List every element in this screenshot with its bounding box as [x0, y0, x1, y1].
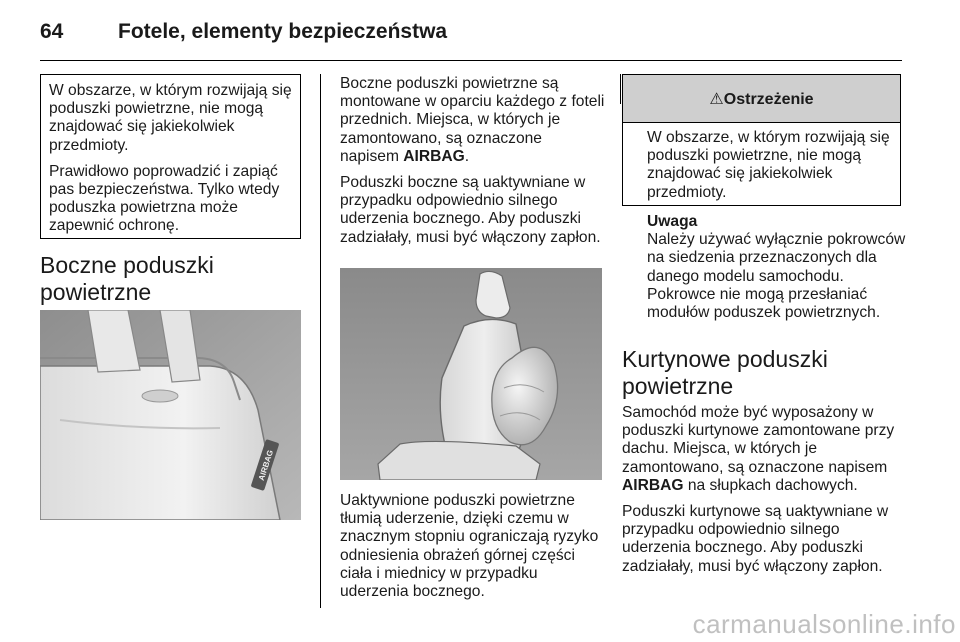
warning-header: [623, 75, 900, 123]
notice-box: [40, 74, 301, 239]
warning-title: Ostrzeżenie: [723, 91, 814, 108]
page-title: Fotele, elementy bezpieczeństwa: [118, 20, 448, 43]
curtain-airbags-heading-line1: Kurtynowe poduszki: [622, 346, 828, 372]
side-airbag-location-end: .: [464, 147, 470, 165]
side-airbag-effect-paragraph: Uaktywnione poduszki powietrzne tłumią uderzenie, dzięki czemu w znacznym stopniu ograniczają ryzyko odniesienia obrażeń górnej części ciała i miednicy w przypadku uderzenia bocznego.: [340, 492, 599, 601]
warning-icon: ⚠: [709, 89, 724, 108]
notice-paragraph-2: Prawidłowo poprowadzić i zapiąć pas bezpieczeństwa. Tylko wtedy poduszka powietrzna może zapewnić ochronę.: [49, 162, 280, 235]
note-block: [647, 213, 907, 322]
warning-text: W obszarze, w którym rozwijają się poduszki powietrzne, nie mogą znajdować się jakiekolwiek przedmioty.: [647, 129, 890, 201]
page-number: 64: [40, 20, 64, 43]
warning-box: [622, 74, 901, 206]
curtain-airbag-location-paragraph: [622, 404, 904, 495]
column-divider-left: [320, 74, 321, 608]
curtain-airbag-location-end: na słupkach dachowych.: [683, 476, 858, 494]
seat-backrest-illustration: [40, 310, 301, 520]
note-title: Uwaga: [647, 213, 698, 230]
side-airbags-heading: [40, 252, 302, 306]
column-divider-right: [620, 74, 621, 104]
side-airbags-heading-line1: Boczne poduszki: [40, 252, 214, 278]
seat-side-airbag-label-image: [40, 310, 301, 520]
deployed-airbag-illustration: [340, 268, 602, 480]
deployed-side-airbag-image: [340, 268, 602, 480]
page-header: [40, 20, 902, 60]
column-2-text: [340, 75, 605, 247]
curtain-airbags-heading: [622, 346, 907, 400]
curtain-airbag-activation-paragraph: Poduszki kurtynowe są uaktywniane w przypadku odpowiednio silnego uderzenia bocznego. Aby poduszki zadziałały, musi być włączony zapłon.: [622, 503, 889, 575]
curtain-airbag-label-text: AIRBAG: [622, 476, 684, 494]
side-airbags-heading-line2: powietrzne: [40, 279, 152, 305]
column-3-text: [622, 404, 904, 576]
column-2-bottom-text: [340, 492, 605, 601]
seat-airbag-tag: AIRBAG: [256, 448, 276, 482]
curtain-airbags-heading-line2: powietrzne: [622, 373, 734, 399]
curtain-airbag-location-text: Samochód może być wyposażony w poduszki kurtynowe zamontowane przy dachu. Miejsca, w których je zamontowano, są oznaczone napisem: [622, 404, 895, 476]
watermark: carmanualsonline.info: [692, 609, 956, 639]
airbag-label-text: AIRBAG: [403, 147, 465, 165]
note-text: Należy używać wyłącznie pokrowców na siedzenia przeznaczonych dla danego modelu samochodu. Pokrowce nie mogą przesłaniać modułów poduszek powietrznych.: [647, 231, 906, 322]
notice-paragraph-1: W obszarze, w którym rozwijają się poduszki powietrzne, nie mogą znajdować się jakiekolwiek przedmioty.: [49, 82, 292, 154]
side-airbag-location-paragraph: [340, 75, 605, 166]
side-airbag-activation-paragraph: Poduszki boczne są uaktywniane w przypadku odpowiednio silnego uderzenia bocznego. Aby poduszki zadziałały, musi być włączony zapłon.: [340, 174, 601, 246]
side-airbag-location-text: Boczne poduszki powietrzne są montowane w oparciu każdego z foteli przednich. Miejsca, w których je zamontowano, są oznaczone napisem: [340, 75, 605, 165]
header-rule: [40, 60, 902, 61]
